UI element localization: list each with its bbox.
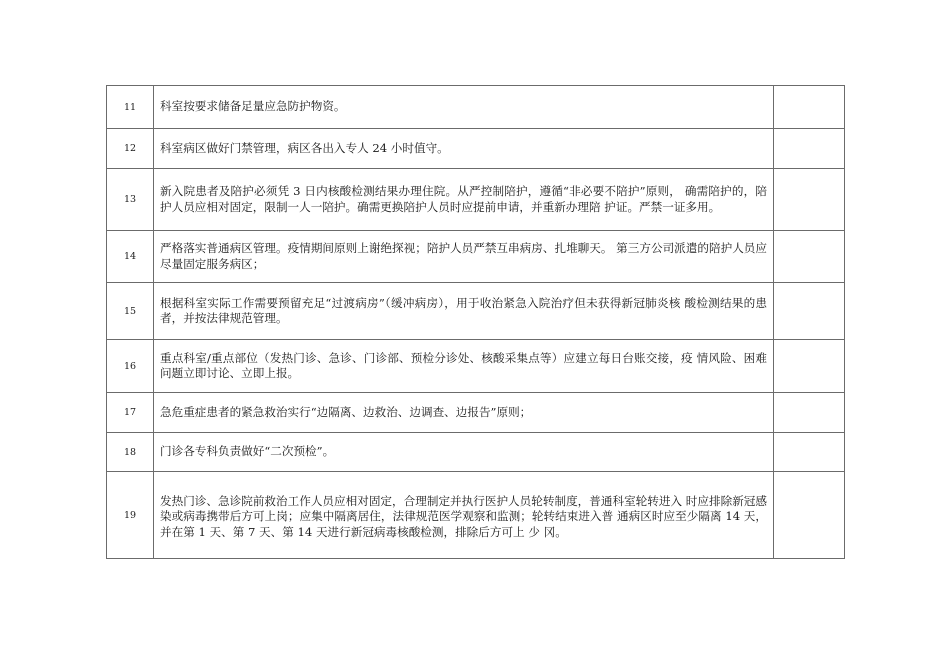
- checklist-table: [106, 85, 845, 559]
- row-text: 发热门诊、急诊院前救治工作人员应相对固定，合理制定并执行医护人员轮转制度，普通科室轮转进入 时应排除新冠感染或病毒携带后方可上岗；应集中隔离居住，法律规范医学观察和监测；轮转结束进入普 通病区时应至少隔离 14 天，并在第 1 天、第 7 天、第 14 天进行新冠病毒核酸检测，排除后方可上 少 冈。: [154, 472, 774, 559]
- row-text: 门诊各专科负责做好“二次预检”。: [154, 433, 774, 472]
- row-text: 急危重症患者的紧急救治实行“边隔离、边救治、边调查、边报告”原则；: [154, 393, 774, 433]
- row-number: 12: [107, 129, 154, 169]
- table-row: [107, 472, 845, 559]
- row-number: 14: [107, 231, 154, 283]
- row-remark-cell: [774, 283, 845, 340]
- table-row: [107, 283, 845, 340]
- row-remark-cell: [774, 433, 845, 472]
- row-text: 重点科室/重点部位（发热门诊、急诊、门诊部、预检分诊处、核酸采集点等）应建立每日台账交接，疫 情风险、困难问题立即讨论、立即上报。: [154, 340, 774, 393]
- row-remark-cell: [774, 169, 845, 231]
- row-remark-cell: [774, 86, 845, 129]
- row-text: 科室按要求储备足量应急防护物资。: [154, 86, 774, 129]
- table-row: [107, 129, 845, 169]
- row-remark-cell: [774, 340, 845, 393]
- row-number: 13: [107, 169, 154, 231]
- row-text: 科室病区做好门禁管理，病区各出入专人 24 小时值守。: [154, 129, 774, 169]
- row-text: 根据科室实际工作需要预留充足“过渡病房”（缓冲病房），用于收治紧急入院治疗但未获得新冠肺炎核 酸检测结果的患者，并按法律规范管理。: [154, 283, 774, 340]
- row-text: 严格落实普通病区管理。疫情期间原则上谢绝探视；陪护人员严禁互串病房、扎堆聊天。 第三方公司派遣的陪护人员应尽量固定服务病区；: [154, 231, 774, 283]
- table-row: [107, 340, 845, 393]
- row-text: 新入院患者及陪护必须凭 3 日内核酸检测结果办理住院。从严控制陪护，遵循“非必要不陪护”原则， 确需陪护的，陪护人员应相对固定，限制一人一陪护。确需更换陪护人员时应提前申请，并重新办理陪 护证。严禁一证多用。: [154, 169, 774, 231]
- row-number: 17: [107, 393, 154, 433]
- table-row: [107, 86, 845, 129]
- row-number: 16: [107, 340, 154, 393]
- row-remark-cell: [774, 231, 845, 283]
- table-row: [107, 433, 845, 472]
- table-row: [107, 169, 845, 231]
- row-number: 18: [107, 433, 154, 472]
- row-remark-cell: [774, 472, 845, 559]
- row-number: 11: [107, 86, 154, 129]
- table-row: [107, 393, 845, 433]
- row-remark-cell: [774, 129, 845, 169]
- table-row: [107, 231, 845, 283]
- row-number: 15: [107, 283, 154, 340]
- row-number: 19: [107, 472, 154, 559]
- row-remark-cell: [774, 393, 845, 433]
